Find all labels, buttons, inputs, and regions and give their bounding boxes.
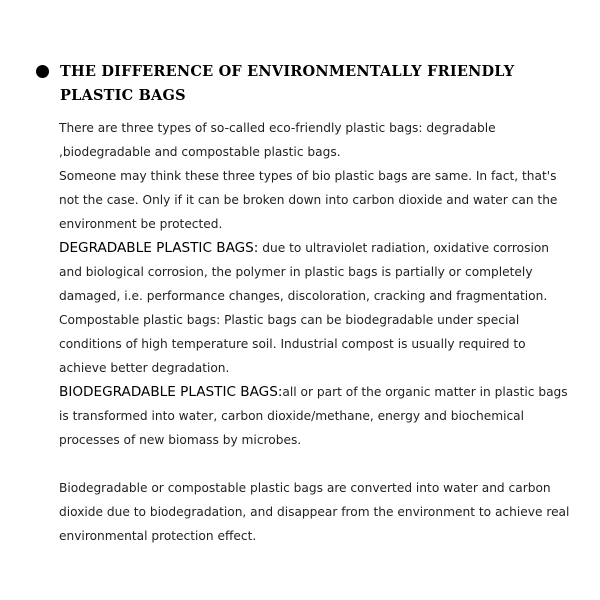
compostable-paragraph: Compostable plastic bags: Plastic bags can be biodegradable under special conditions of high temperature soil. Industrial compost is usually required to achieve better degradation. bbox=[59, 313, 526, 375]
paragraph-spacer bbox=[59, 452, 571, 476]
biodegradable-paragraph bbox=[59, 380, 571, 452]
intro-paragraph: There are three types of so-called eco-friendly plastic bags: degradable ,biodegradable and compostable plastic bags. bbox=[59, 121, 496, 159]
misconception-paragraph: Someone may think these three types of bio plastic bags are same. In fact, that's not the case. Only if it can be broken down into carbon dioxide and water can the environment be protected. bbox=[59, 169, 558, 231]
degradable-paragraph bbox=[59, 236, 571, 308]
document-body bbox=[59, 116, 571, 548]
heading-title: THE DIFFERENCE OF ENVIRONMENTALLY FRIENDLY PLASTIC BAGS bbox=[60, 63, 515, 104]
conclusion-paragraph: Biodegradable or compostable plastic bags are converted into water and carbon dioxide due to biodegradation, and disappear from the environment to achieve real environmental protection effect. bbox=[59, 481, 570, 543]
section-heading bbox=[36, 60, 576, 108]
degradable-definition: due to ultraviolet radiation, oxidative corrosion and biological corrosion, the polymer in plastic bags is partially or completely damaged, i.e. performance changes, discoloration, cracking and fragmentation. bbox=[59, 241, 550, 303]
biodegradable-definition: all or part of the organic matter in plastic bags is transformed into water, carbon dioxide/methane, energy and biochemical processes of new biomass by microbes. bbox=[59, 385, 568, 447]
biodegradable-term: BIODEGRADABLE PLASTIC BAGS: bbox=[59, 384, 283, 400]
bullet-icon bbox=[36, 65, 49, 78]
degradable-term: DEGRADABLE PLASTIC BAGS: bbox=[59, 240, 259, 256]
